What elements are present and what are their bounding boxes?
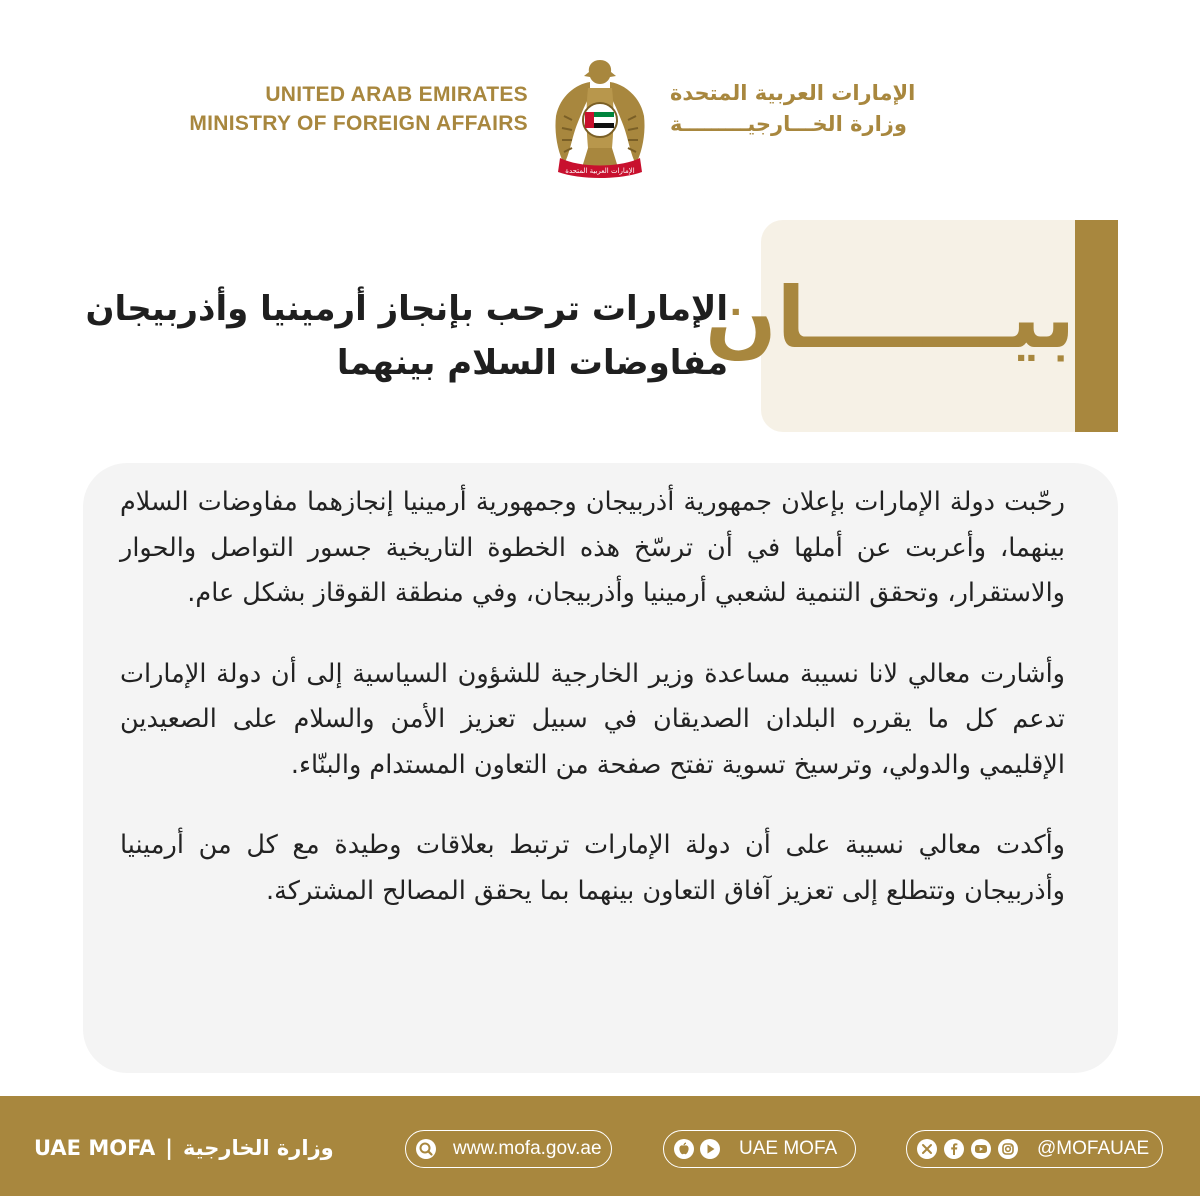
footer-brand-en: UAE MOFA	[34, 1136, 156, 1160]
social-links[interactable]	[906, 1130, 1163, 1168]
header-arabic-title	[670, 78, 915, 140]
youtube-icon[interactable]	[971, 1139, 991, 1159]
body-paragraph-2: وأشارت معالي لانا نسيبة مساعدة وزير الخارجية للشؤون السياسية إلى أن دولة الإمارات تدعم كل ما يقرره البلدان الصديقان في سبيل تعزيز الأمن والسلام على الصعيدين الإقليمي والدولي، وترسيخ تسوية تفتح صفحة من التعاون المستدام والبنّاء.	[120, 658, 1065, 780]
header-english-title	[189, 80, 528, 138]
footer-brand-ar: وزارة الخارجية	[182, 1136, 334, 1160]
apple-icon	[674, 1139, 694, 1159]
badge-accent-bar	[1075, 220, 1118, 432]
body-paragraph-1: رحّبت دولة الإمارات بإعلان جمهورية أذربيجان وجمهورية أرمينيا إنجازهما مفاوضات السلام بينهما، وأعربت عن أملها في أن ترسّخ هذه الخطوة التاريخية جسور التواصل والحوار والاستقرار، وتحقق التنمية لشعبي أرمينيا وأذربيجان، وفي منطقة القوقاز بشكل عام.	[120, 487, 1065, 608]
emblem-scroll-text: الإمارات العربية المتحدة	[565, 167, 635, 175]
header-en-country: UNITED ARAB EMIRATES	[265, 83, 528, 106]
header-ar-country: الإمارات العربية المتحدة	[670, 81, 916, 105]
headline-line-2: مفاوضات السلام بينهما	[336, 343, 728, 383]
facebook-icon[interactable]	[944, 1139, 964, 1159]
social-handle: @MOFAUAE	[1037, 1138, 1150, 1159]
website-link[interactable]	[405, 1130, 612, 1168]
uae-emblem-logo	[550, 56, 650, 184]
header-ar-ministry: وزارة الخـــارجيـــــــــة	[670, 112, 907, 136]
footer-brand-separator: |	[165, 1136, 173, 1160]
apps-label: UAE MOFA	[739, 1138, 838, 1159]
body-paragraph-3: وأكدت معالي نسيبة على أن دولة الإمارات ترتبط بعلاقات وطيدة مع كل من أرمينيا وأذربيجان وتتطلع إلى تعزيز آفاق التعاون بينهما بما يحقق المصالح المشتركة.	[120, 830, 1065, 906]
website-url: www.mofa.gov.ae	[453, 1138, 602, 1159]
headline	[85, 282, 728, 390]
footer-brand	[34, 1133, 334, 1163]
statement-label: بيـــــــان	[704, 269, 1075, 367]
google-play-icon	[700, 1139, 720, 1159]
statement-badge	[704, 220, 1118, 432]
header-en-ministry: MINISTRY OF FOREIGN AFFAIRS	[189, 112, 528, 135]
statement-body	[120, 480, 1065, 949]
headline-line-1: الإمارات ترحب بإنجاز أرمينيا وأذربيجان	[85, 289, 728, 329]
x-twitter-icon[interactable]	[917, 1139, 937, 1159]
apps-link[interactable]	[663, 1130, 856, 1168]
search-icon	[416, 1139, 436, 1159]
instagram-icon[interactable]	[998, 1139, 1018, 1159]
